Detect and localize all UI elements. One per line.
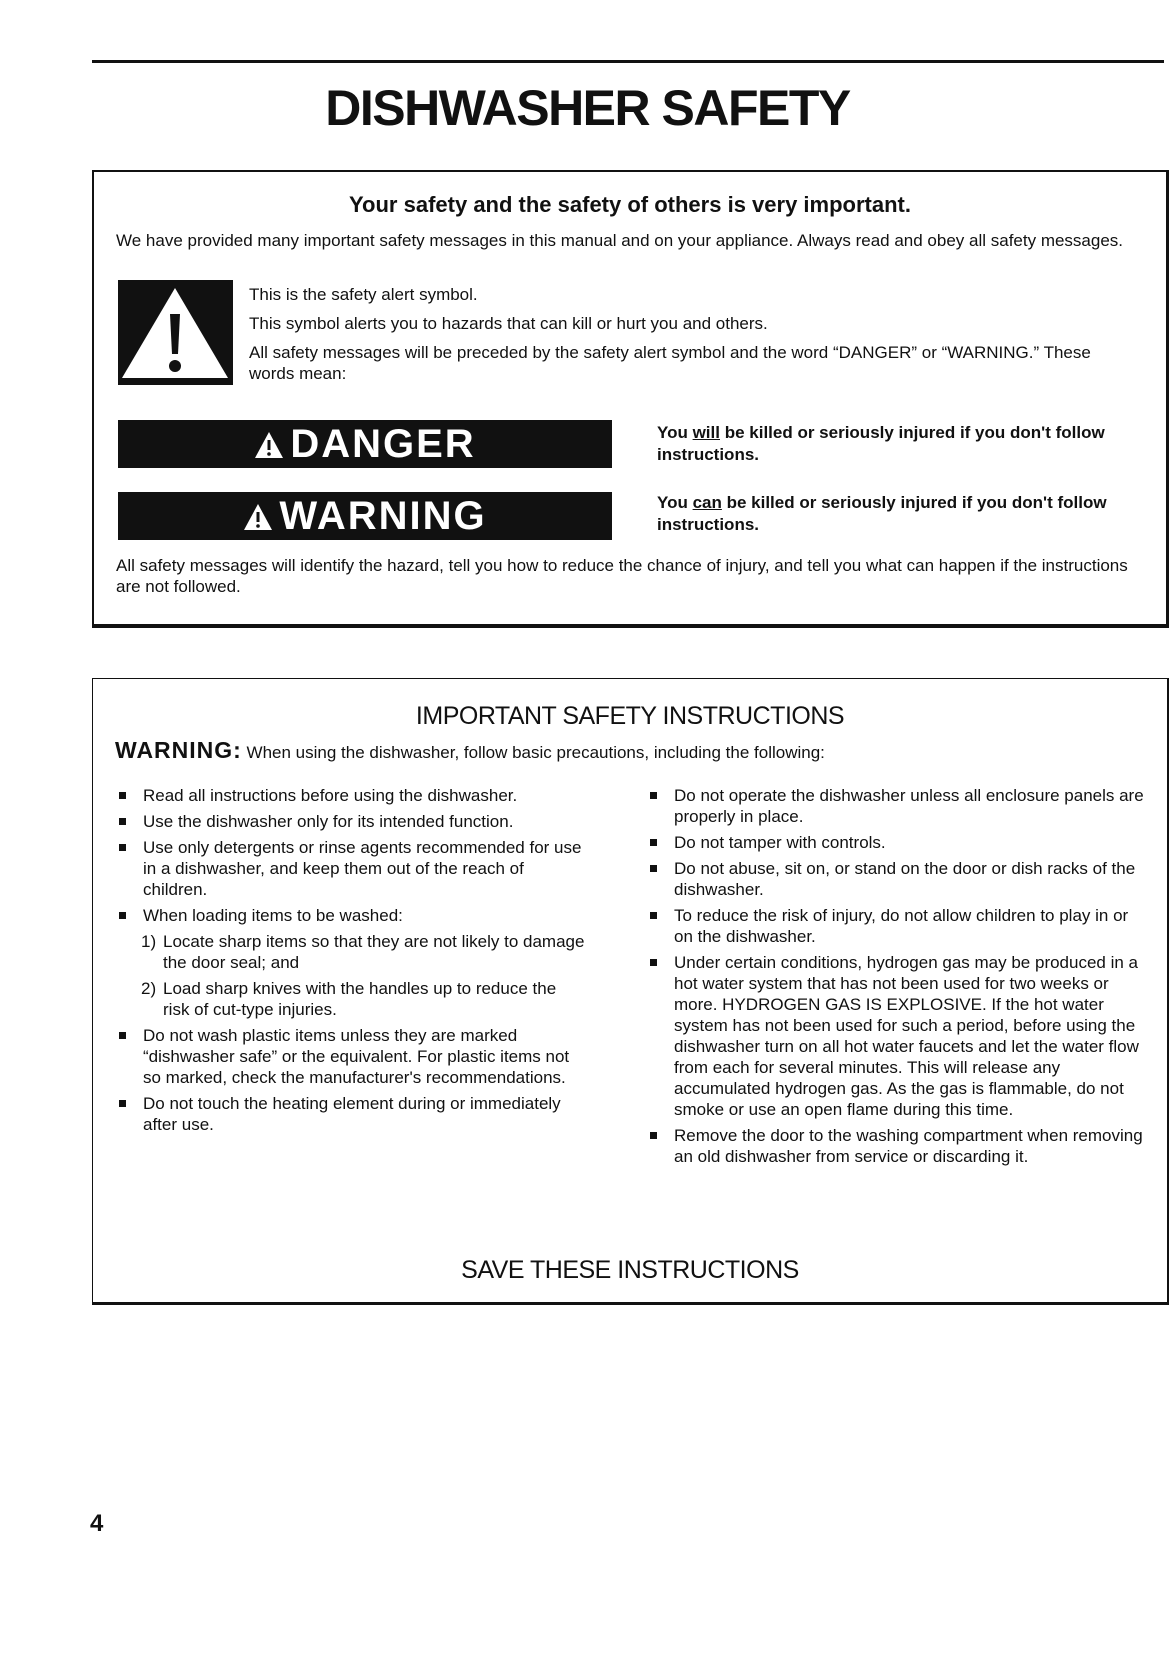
list-item xyxy=(115,905,585,926)
warning-label: WARNING xyxy=(279,493,487,538)
list-item-text: Do not wash plastic items unless they are marked “dishwasher safe” or the equivalent. For plastic items not so marked, check the manufacturer's recommendations. xyxy=(143,1026,570,1087)
important-safety-instructions-box xyxy=(92,678,1169,1305)
bullet-icon xyxy=(650,1132,657,1139)
alert-line: This symbol alerts you to hazards that can kill or hurt you and others. xyxy=(249,314,768,333)
danger-label: DANGER xyxy=(290,421,476,466)
instructions-left-column xyxy=(115,785,585,1140)
list-item xyxy=(646,832,1146,853)
bullet-icon xyxy=(119,912,126,919)
bullet-icon xyxy=(650,839,657,846)
alert-line: This is the safety alert symbol. xyxy=(249,285,478,304)
list-item xyxy=(646,1125,1146,1167)
step-number: 2) xyxy=(141,979,157,998)
step-text: Locate sharp items so that they are not likely to damage the door seal; and xyxy=(163,932,585,972)
bullet-icon xyxy=(119,844,126,851)
bullet-icon xyxy=(650,792,657,799)
page-number: 4 xyxy=(90,1510,104,1537)
alert-symbol-description xyxy=(249,284,1129,392)
list-item-text: Do not abuse, sit on, or stand on the door or dish racks of the dishwasher. xyxy=(674,859,1136,899)
danger-meaning-prefix: You xyxy=(657,423,693,442)
top-rule xyxy=(92,60,1164,63)
danger-signal-bar xyxy=(118,420,612,468)
instructions-right-column xyxy=(646,785,1146,1172)
bullet-icon xyxy=(119,1032,126,1039)
alert-line: All safety messages will be preceded by the safety alert symbol and the word “DANGER” or “WARNING.” These words mean: xyxy=(249,343,1091,383)
list-item-text: When loading items to be washed: xyxy=(143,906,403,925)
bullet-icon xyxy=(650,912,657,919)
safety-closing: All safety messages will identify the hazard, tell you how to reduce the chance of injury, and tell you what can happen if the instructions are not followed. xyxy=(116,556,1128,596)
warning-precaution-text: When using the dishwasher, follow basic precautions, including the following: xyxy=(241,743,825,762)
bullet-icon xyxy=(119,818,126,825)
list-item xyxy=(115,837,585,900)
bullet-icon xyxy=(119,1100,126,1107)
list-item xyxy=(115,785,585,806)
list-item-text: Do not tamper with controls. xyxy=(674,833,886,852)
bullet-icon xyxy=(119,792,126,799)
list-item xyxy=(646,858,1146,900)
warning-precaution-line xyxy=(115,737,1155,766)
list-item-text: Use the dishwasher only for its intended function. xyxy=(143,812,514,831)
step-number: 1) xyxy=(141,932,157,951)
warning-meaning-emphasis: can xyxy=(692,493,722,512)
list-item xyxy=(115,811,585,832)
safety-intro: We have provided many important safety messages in this manual and on your appliance. Always read and obey all safety messages. xyxy=(116,231,1124,250)
warning-meaning-suffix: be killed or seriously injured if you don't follow instructions. xyxy=(657,493,1107,534)
safety-heading: Your safety and the safety of others is very important. xyxy=(349,192,911,217)
step-text: Load sharp knives with the handles up to reduce the risk of cut-type injuries. xyxy=(163,979,557,1019)
list-item-text: Do not operate the dishwasher unless all enclosure panels are properly in place. xyxy=(674,786,1144,826)
warning-meaning-prefix: You xyxy=(657,493,693,512)
loading-step xyxy=(115,931,585,973)
loading-step xyxy=(115,978,585,1020)
list-item xyxy=(646,905,1146,947)
list-item-text: Use only detergents or rinse agents recommended for use in a dishwasher, and keep them out of the reach of children. xyxy=(143,838,582,899)
list-item-text: Remove the door to the washing compartment when removing an old dishwasher from service or discarding it. xyxy=(674,1126,1143,1166)
safety-alert-triangle-icon xyxy=(118,280,233,385)
warning-precaution-label: WARNING: xyxy=(115,737,242,763)
save-instructions-footer: SAVE THESE INSTRUCTIONS xyxy=(461,1256,799,1284)
danger-meaning-suffix: be killed or seriously injured if you don't follow instructions. xyxy=(657,423,1105,464)
list-item-text: Read all instructions before using the dishwasher. xyxy=(143,786,518,805)
safety-message-box xyxy=(92,170,1169,628)
list-item xyxy=(646,785,1146,827)
page-title: DISHWASHER SAFETY xyxy=(325,80,850,136)
warning-signal-bar xyxy=(118,492,612,540)
danger-meaning-emphasis: will xyxy=(692,423,720,442)
instructions-title: IMPORTANT SAFETY INSTRUCTIONS xyxy=(415,702,845,730)
list-item-text: Under certain conditions, hydrogen gas may be produced in a hot water system that has not been used for two weeks or more. HYDROGEN GAS IS EXPLOSIVE. If the hot water system has not been used for such a period, before using the dishwasher turn on all hot water faucets and let the water flow from each for several minutes. This will release any accumulated hydrogen gas. As the gas is flammable, do not smoke or use an open flame during this time. xyxy=(674,953,1139,1119)
bullet-icon xyxy=(650,959,657,966)
list-item xyxy=(115,1025,585,1088)
danger-meaning xyxy=(657,422,1147,466)
bullet-icon xyxy=(650,865,657,872)
list-item xyxy=(646,952,1146,1120)
alert-triangle-icon xyxy=(243,496,273,541)
list-item-text: To reduce the risk of injury, do not allow children to play in or on the dishwasher. xyxy=(674,906,1129,946)
list-item-text: Do not touch the heating element during or immediately after use. xyxy=(143,1094,561,1134)
alert-triangle-icon xyxy=(254,424,284,469)
list-item xyxy=(115,1093,585,1135)
warning-meaning xyxy=(657,492,1147,536)
